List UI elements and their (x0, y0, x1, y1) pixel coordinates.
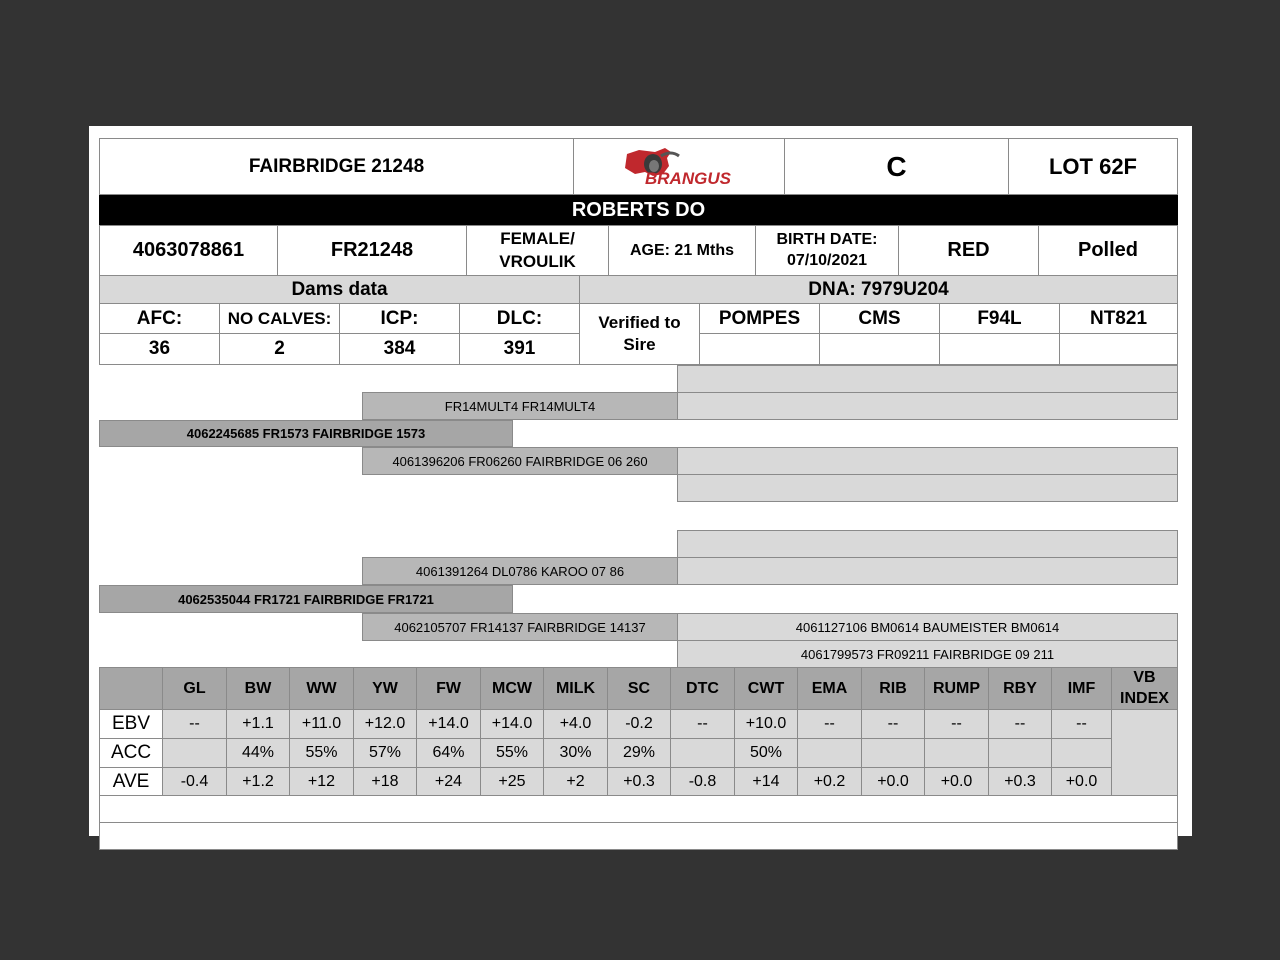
ebv-header-gl: GL (162, 667, 227, 710)
dam: 4062535044 FR1721 FAIRBRIDGE FR1721 (99, 585, 513, 613)
afc-label: AFC: (99, 303, 220, 334)
ebv-ebv-ema: -- (797, 709, 862, 739)
verified-line2: Sire (623, 335, 656, 354)
ebv-header-sc: SC (607, 667, 671, 710)
dam-dam: 4062105707 FR14137 FAIRBRIDGE 14137 (362, 613, 678, 641)
ebv-header-cwt: CWT (734, 667, 798, 710)
ebv-ebv-mcw: +14.0 (480, 709, 544, 739)
sire-dam: 4061396206 FR06260 FAIRBRIDGE 06 260 (362, 447, 678, 475)
ebv-ave-fw: +24 (416, 767, 481, 796)
ebv-ebv-rump: -- (924, 709, 989, 739)
ebv-acc-gl (162, 738, 227, 768)
ebv-header-ww: WW (289, 667, 354, 710)
horn-status: Polled (1038, 225, 1178, 276)
ebv-ave-gl: -0.4 (162, 767, 227, 796)
dna-result-pompes (699, 333, 820, 365)
icp-value: 384 (339, 333, 460, 365)
ebv-acc-ema (797, 738, 862, 768)
dams-data-title: Dams data (99, 275, 580, 304)
ebv-row-label-acc: ACC (99, 738, 163, 768)
ebv-ebv-milk: +4.0 (543, 709, 608, 739)
verified-line1: Verified to (598, 312, 681, 332)
ebv-ave-rump: +0.0 (924, 767, 989, 796)
vb-index-header (1111, 667, 1178, 710)
sire: 4062245685 FR1573 FAIRBRIDGE 1573 (99, 420, 513, 447)
ebv-acc-rby (988, 738, 1052, 768)
sex (466, 225, 609, 276)
ebv-corner-cell (99, 667, 163, 710)
ebv-ebv-fw: +14.0 (416, 709, 481, 739)
pedigree-empty-5 (677, 530, 1178, 558)
dam-dam-sire: 4061127106 BM0614 BAUMEISTER BM0614 (677, 613, 1178, 641)
ebv-acc-bw: 44% (226, 738, 290, 768)
dam-dam-dam: 4061799573 FR09211 FAIRBRIDGE 09 211 (677, 640, 1178, 668)
sale-card (89, 126, 1192, 836)
ebv-ebv-gl: -- (162, 709, 227, 739)
ebv-ebv-imf: -- (1051, 709, 1112, 739)
ebv-ebv-sc: -0.2 (607, 709, 671, 739)
ebv-acc-rump (924, 738, 989, 768)
ebv-ebv-dtc: -- (670, 709, 735, 739)
dna-test-pompes: POMPES (699, 303, 820, 334)
bull-logo-icon (609, 144, 749, 190)
verified-to-sire (579, 303, 700, 365)
sire-sire: FR14MULT4 FR14MULT4 (362, 392, 678, 420)
ebv-header-imf: IMF (1051, 667, 1112, 710)
ebv-header-rib: RIB (861, 667, 925, 710)
pedigree-empty-1 (677, 365, 1178, 393)
birth-date (755, 225, 899, 276)
ebv-acc-yw: 57% (353, 738, 417, 768)
ebv-acc-imf (1051, 738, 1112, 768)
ebv-ave-rib: +0.0 (861, 767, 925, 796)
ebv-acc-fw: 64% (416, 738, 481, 768)
ebv-header-mcw: MCW (480, 667, 544, 710)
ebv-header-ema: EMA (797, 667, 862, 710)
ebv-blank-row-2 (99, 822, 1178, 850)
dna-test-f94l: F94L (939, 303, 1060, 334)
vb-index-value (1111, 709, 1178, 796)
ebv-ave-cwt: +14 (734, 767, 798, 796)
ebv-acc-mcw: 55% (480, 738, 544, 768)
dna-title: DNA: 7979U204 (579, 275, 1178, 304)
ebv-ebv-cwt: +10.0 (734, 709, 798, 739)
ebv-ave-yw: +18 (353, 767, 417, 796)
ebv-header-yw: YW (353, 667, 417, 710)
ebv-header-dtc: DTC (670, 667, 735, 710)
ebv-ebv-rby: -- (988, 709, 1052, 739)
ebv-ebv-rib: -- (861, 709, 925, 739)
grade: C (784, 138, 1009, 195)
sex-line2: VROULIK (499, 251, 576, 271)
ebv-ave-ww: +12 (289, 767, 354, 796)
ebv-ave-bw: +1.2 (226, 767, 290, 796)
animal-name: FAIRBRIDGE 21248 (99, 138, 574, 195)
brangus-logo (573, 138, 785, 195)
ebv-acc-rib (861, 738, 925, 768)
pedigree-empty-6 (677, 557, 1178, 585)
pedigree-empty-2 (677, 392, 1178, 420)
ebv-ave-mcw: +25 (480, 767, 544, 796)
ebv-ave-rby: +0.3 (988, 767, 1052, 796)
ebv-ave-milk: +2 (543, 767, 608, 796)
ebv-ebv-ww: +11.0 (289, 709, 354, 739)
birth-date-label: BIRTH DATE: (776, 230, 878, 248)
no-calves-value: 2 (219, 333, 340, 365)
ebv-acc-sc: 29% (607, 738, 671, 768)
registration-number: 4063078861 (99, 225, 278, 276)
ebv-ave-ema: +0.2 (797, 767, 862, 796)
breeder-name: ROBERTS DO (99, 195, 1178, 225)
ebv-ave-imf: +0.0 (1051, 767, 1112, 796)
dlc-label: DLC: (459, 303, 580, 334)
no-calves-label: NO CALVES: (219, 303, 340, 334)
colour: RED (898, 225, 1039, 276)
dna-result-nt821 (1059, 333, 1178, 365)
ebv-row-label-ebv: EBV (99, 709, 163, 739)
vb-line2: INDEX (1120, 689, 1169, 707)
ebv-ebv-bw: +1.1 (226, 709, 290, 739)
lot-number: LOT 62F (1008, 138, 1178, 195)
ebv-blank-row-1 (99, 795, 1178, 823)
ebv-ave-sc: +0.3 (607, 767, 671, 796)
age: AGE: 21 Mths (608, 225, 756, 276)
ebv-ave-dtc: -0.8 (670, 767, 735, 796)
icp-label: ICP: (339, 303, 460, 334)
ebv-header-bw: BW (226, 667, 290, 710)
ebv-row-label-ave: AVE (99, 767, 163, 796)
dam-sire: 4061391264 DL0786 KAROO 07 86 (362, 557, 678, 585)
sex-line1: FEMALE/ (500, 229, 575, 249)
logo-text: BRANGUS (645, 168, 731, 188)
dna-result-cms (819, 333, 940, 365)
ebv-ebv-yw: +12.0 (353, 709, 417, 739)
ebv-header-rump: RUMP (924, 667, 989, 710)
tag-number: FR21248 (277, 225, 467, 276)
birth-date-value: 07/10/2021 (786, 251, 868, 269)
ebv-acc-cwt: 50% (734, 738, 798, 768)
pedigree-empty-4 (677, 474, 1178, 502)
dlc-value: 391 (459, 333, 580, 365)
ebv-header-milk: MILK (543, 667, 608, 710)
ebv-header-fw: FW (416, 667, 481, 710)
ebv-acc-milk: 30% (543, 738, 608, 768)
ebv-acc-dtc (670, 738, 735, 768)
ebv-acc-ww: 55% (289, 738, 354, 768)
pedigree-empty-3 (677, 447, 1178, 475)
dna-test-cms: CMS (819, 303, 940, 334)
vb-line1: VB (1133, 668, 1156, 686)
afc-value: 36 (99, 333, 220, 365)
dna-test-nt821: NT821 (1059, 303, 1178, 334)
ebv-table (99, 667, 1178, 822)
dna-result-f94l (939, 333, 1060, 365)
ebv-header-rby: RBY (988, 667, 1052, 710)
